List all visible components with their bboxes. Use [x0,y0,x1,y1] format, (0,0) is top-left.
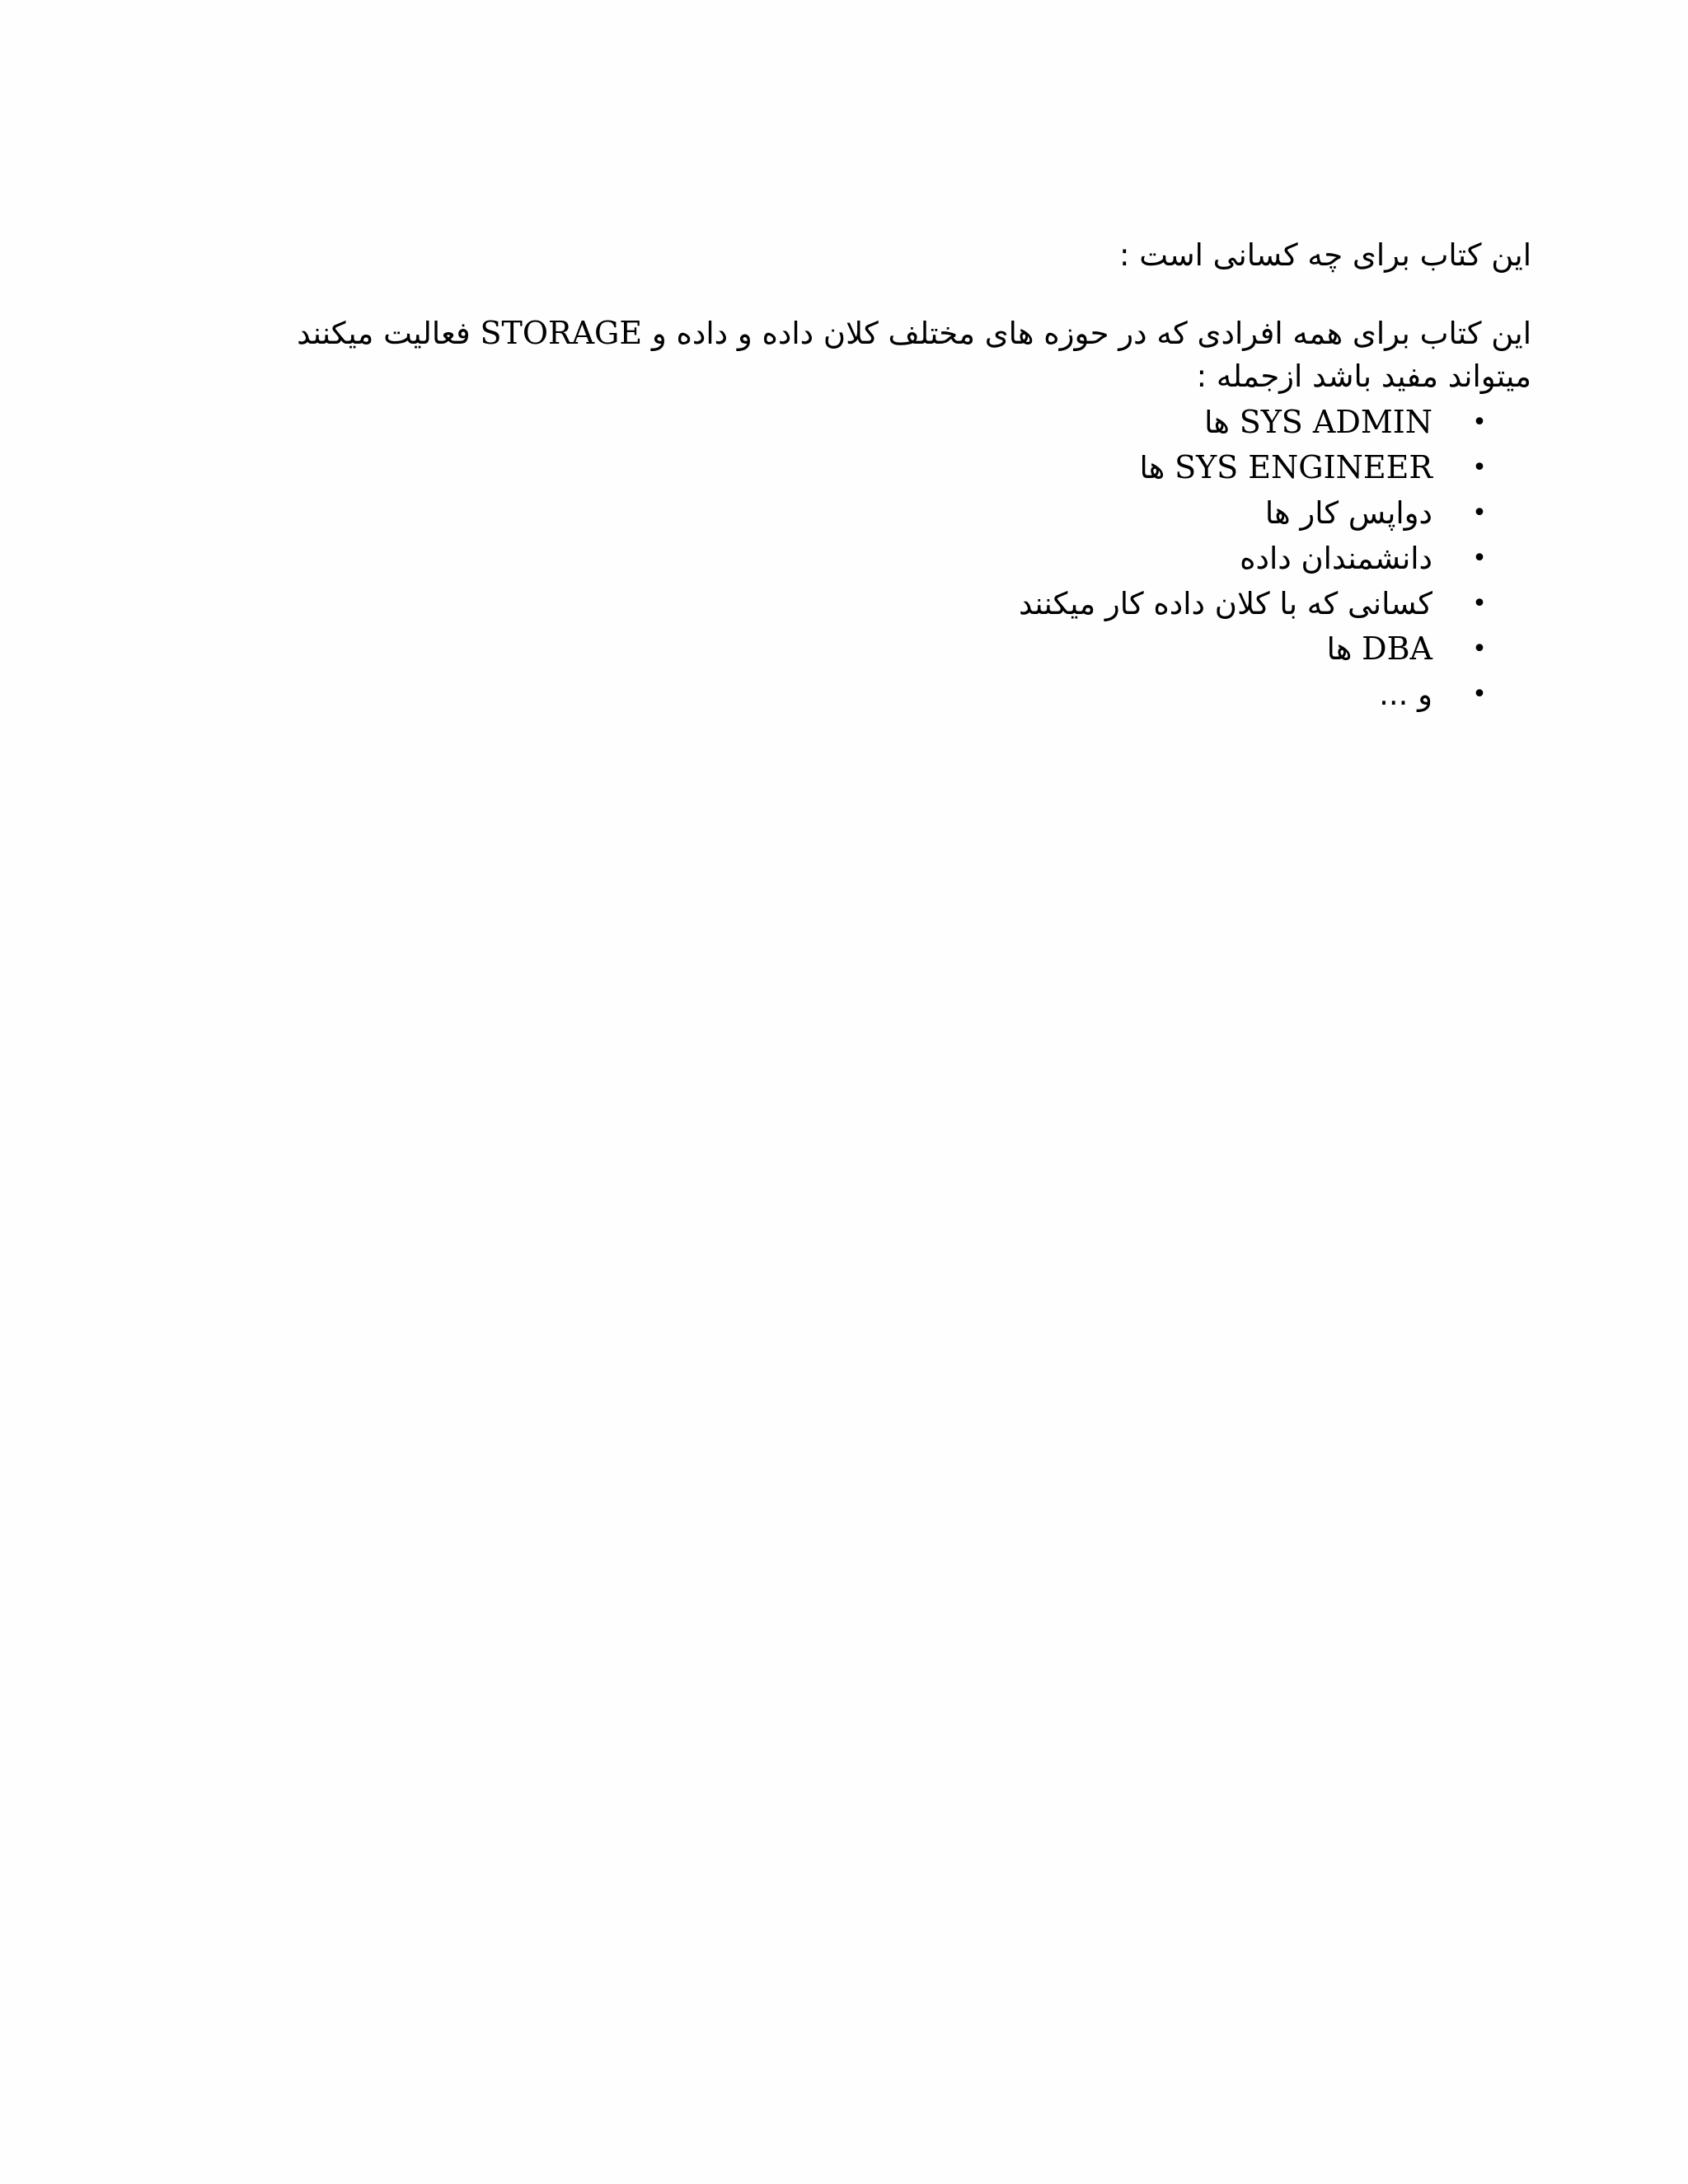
list-item-text: دواپس کار ها [1264,495,1432,531]
bullet-icon: • [1472,680,1487,709]
bullet-icon: • [1472,544,1487,573]
list-item [246,445,1487,490]
list-item-text: SYS ADMIN ها [1204,404,1432,440]
list-item-text: کسانی که با کلان داده کار میکنند [1018,586,1432,621]
audience-list [246,400,1531,717]
list-item [246,672,1487,717]
document-body [246,224,1531,717]
list-item [246,626,1487,672]
list-item-text: DBA ها [1326,630,1432,667]
list-item [246,400,1487,445]
intro-paragraph: این کتاب برای همه افرادی که در حوزه های مختلف کلان داده و داده و STORAGE فعالیت میکنند میتواند مفید باشد ازجمله : [297,315,1531,394]
list-item [246,536,1487,581]
bullet-icon: • [1472,635,1487,663]
list-item [246,581,1487,626]
bullet-icon: • [1472,589,1487,618]
list-item [246,490,1487,536]
section-heading: این کتاب برای چه کسانی است : [1119,237,1531,273]
list-item-text: دانشمندان داده [1240,541,1432,576]
list-item-text: SYS ENGINEER ها [1139,449,1432,485]
bullet-icon: • [1472,499,1487,527]
bullet-icon: • [1472,453,1487,482]
bullet-icon: • [1472,408,1487,437]
list-item-text: و ... [1379,677,1432,712]
